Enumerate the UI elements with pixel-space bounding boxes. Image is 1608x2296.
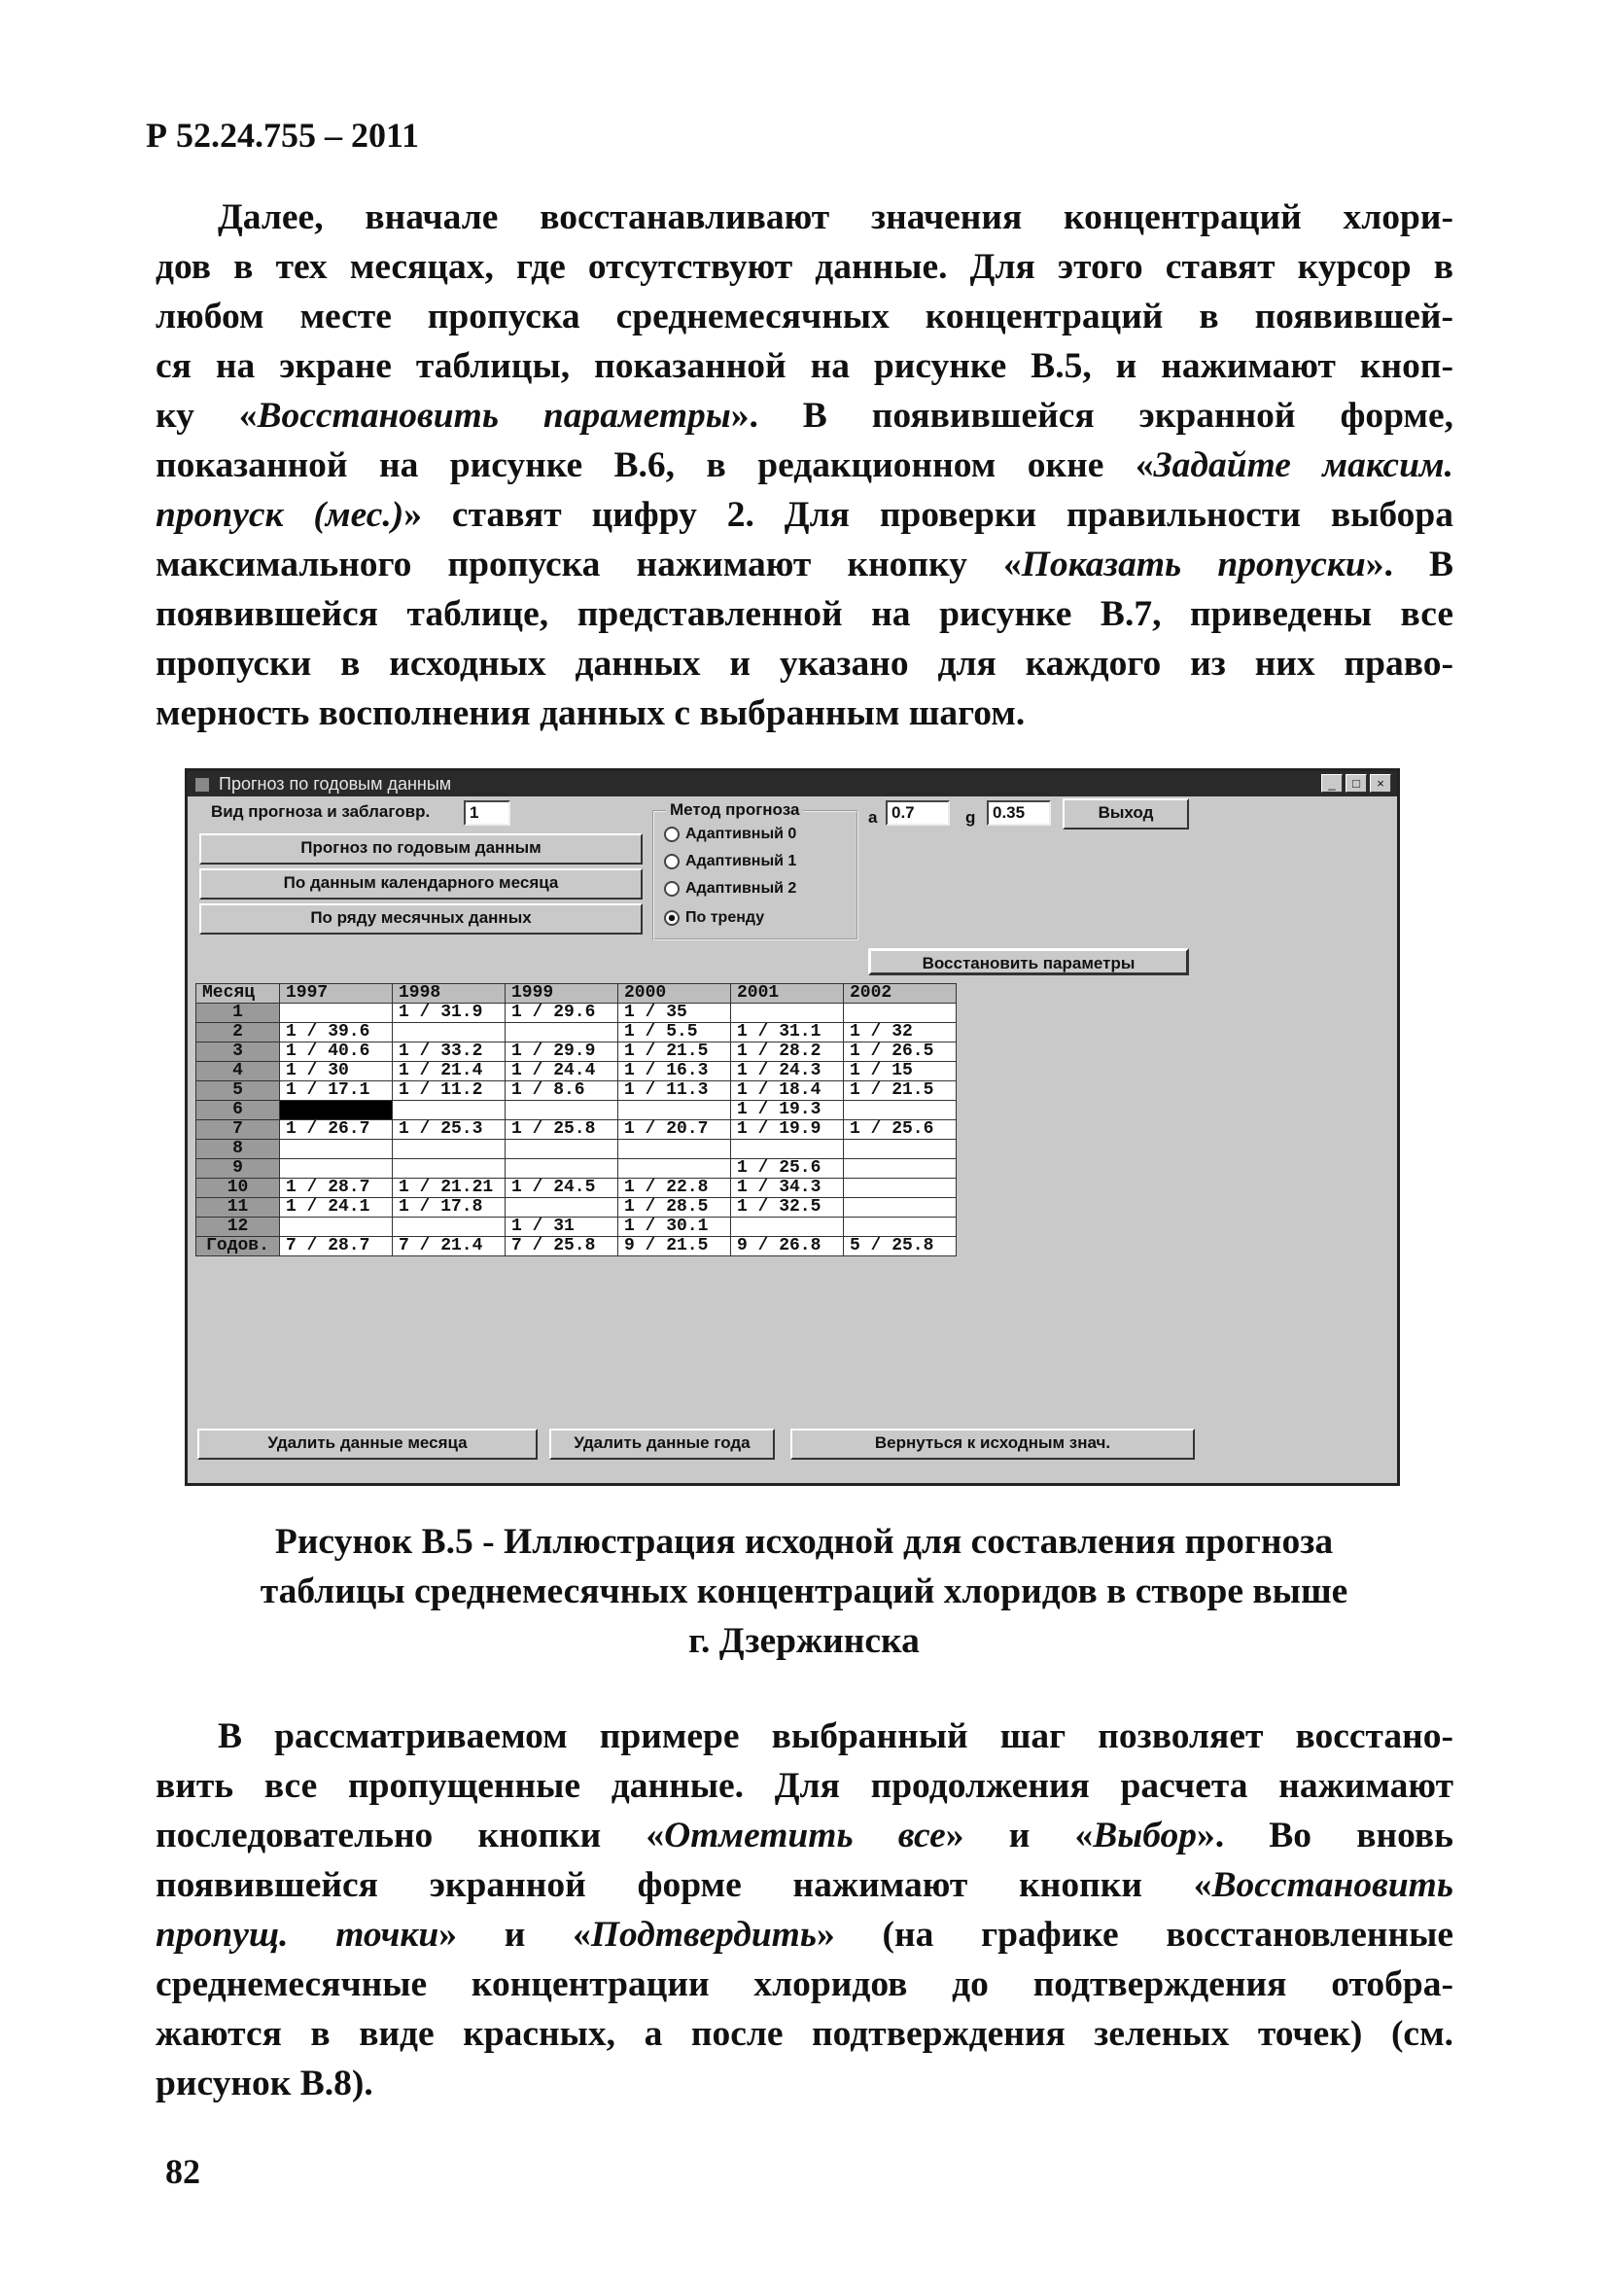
row-header[interactable]: 11 — [196, 1198, 280, 1218]
table-row[interactable] — [196, 1218, 957, 1237]
row-header[interactable]: 9 — [196, 1159, 280, 1179]
table-cell[interactable]: 1 / 25.3 — [393, 1120, 506, 1140]
table-cell[interactable]: 1 / 34.3 — [731, 1179, 844, 1198]
table-row[interactable] — [196, 1198, 957, 1218]
table-row[interactable] — [196, 1120, 957, 1140]
table-header-row — [196, 984, 957, 1004]
row-header[interactable]: 8 — [196, 1140, 280, 1159]
paragraph-continuation — [156, 1712, 1453, 2108]
row-header[interactable]: 3 — [196, 1042, 280, 1062]
close-icon[interactable]: × — [1370, 774, 1391, 793]
table-cell[interactable]: 1 / 30.1 — [618, 1218, 731, 1237]
table-cell[interactable]: 1 / 35 — [618, 1004, 731, 1023]
table-cell[interactable] — [506, 1023, 618, 1042]
restore-parameters-button[interactable]: Восстановить параметры — [868, 948, 1189, 975]
table-cell[interactable]: 1 / 19.3 — [731, 1101, 844, 1120]
table-cell[interactable]: 1 / 8.6 — [506, 1081, 618, 1101]
table-cell[interactable] — [731, 1218, 844, 1237]
table-cell[interactable]: 1 / 15 — [844, 1062, 957, 1081]
table-cell[interactable] — [844, 1101, 957, 1120]
table-cell[interactable]: 9 / 26.8 — [731, 1237, 844, 1256]
calendar-month-button[interactable]: По данным календарного месяца — [199, 868, 643, 900]
text-line: ся на экране таблицы, показанной на рисунке В.5, и нажимают кноп- — [156, 346, 1453, 386]
table-cell[interactable]: 7 / 28.7 — [280, 1237, 393, 1256]
text-line: жаются в виде красных, а после подтверждения зеленых точек) (см. — [156, 2014, 1453, 2054]
table-cell[interactable]: 1 / 28.5 — [618, 1198, 731, 1218]
table-cell[interactable]: 1 / 5.5 — [618, 1023, 731, 1042]
table-cell[interactable]: 1 / 25.8 — [506, 1120, 618, 1140]
table-cell[interactable]: 1 / 30 — [280, 1062, 393, 1081]
table-cell[interactable]: 1 / 11.3 — [618, 1081, 731, 1101]
yearly-forecast-button[interactable]: Прогноз по годовым данным — [199, 833, 643, 865]
app-title-bar — [188, 771, 1397, 796]
table-row[interactable] — [196, 1101, 957, 1120]
caption-line: г. Дзержинска — [688, 1621, 920, 1661]
table-cell[interactable] — [506, 1101, 618, 1120]
table-cell[interactable] — [506, 1140, 618, 1159]
table-cell[interactable]: 1 / 11.2 — [393, 1081, 506, 1101]
row-header[interactable]: 12 — [196, 1218, 280, 1237]
page-number: 82 — [165, 2152, 200, 2191]
table-row[interactable] — [196, 1237, 957, 1256]
text-line: вить все пропущенные данные. Для продолжения расчета нажимают — [156, 1766, 1453, 1806]
table-cell[interactable]: 7 / 25.8 — [506, 1237, 618, 1256]
table-cell[interactable] — [844, 1218, 957, 1237]
table-cell[interactable]: 1 / 24.5 — [506, 1179, 618, 1198]
table-cell[interactable]: 1 / 24.1 — [280, 1198, 393, 1218]
table-cell[interactable]: 1 / 28.2 — [731, 1042, 844, 1062]
table-cell[interactable] — [844, 1140, 957, 1159]
table-cell[interactable] — [731, 1004, 844, 1023]
gamma-label: g — [965, 808, 976, 827]
app-screenshot-figure — [185, 768, 1400, 1486]
table-cell[interactable]: 1 / 17.8 — [393, 1198, 506, 1218]
caption-line: таблицы среднемесячных концентраций хлоридов в створе выше — [260, 1572, 1348, 1611]
table-cell[interactable]: 1 / 21.4 — [393, 1062, 506, 1081]
text-line: среднемесячные концентрации хлоридов до подтверждения отобра- — [156, 1964, 1453, 2004]
table-cell[interactable] — [844, 1159, 957, 1179]
text-line: пропуски в исходных данных и указано для каждого из них право- — [156, 644, 1453, 684]
table-cell[interactable]: 1 / 26.7 — [280, 1120, 393, 1140]
column-header: 2002 — [844, 984, 957, 1004]
table-cell[interactable]: 1 / 28.7 — [280, 1179, 393, 1198]
text-line: В рассматриваемом примере выбранный шаг позволяет восстано- — [218, 1716, 1453, 1756]
column-header: 1998 — [393, 984, 506, 1004]
table-cell[interactable]: 1 / 31.1 — [731, 1023, 844, 1042]
table-cell[interactable] — [506, 1198, 618, 1218]
text-line: пропущ. точки» и «Подтвердить» (на графике восстановленные — [156, 1915, 1454, 1955]
table-cell[interactable]: 1 / 40.6 — [280, 1042, 393, 1062]
figure-caption — [146, 1517, 1462, 1666]
monthly-data-table[interactable] — [195, 983, 957, 1256]
paragraph-intro — [156, 193, 1453, 738]
table-cell[interactable] — [506, 1159, 618, 1179]
table-cell[interactable] — [731, 1140, 844, 1159]
row-header[interactable]: 1 — [196, 1004, 280, 1023]
table-cell[interactable]: 1 / 24.3 — [731, 1062, 844, 1081]
table-cell[interactable]: 1 / 18.4 — [731, 1081, 844, 1101]
table-cell[interactable]: 1 / 17.1 — [280, 1081, 393, 1101]
monthly-series-button[interactable]: По ряду месячных данных — [199, 903, 643, 935]
table-cell[interactable]: 1 / 21.5 — [844, 1081, 957, 1101]
table-cell[interactable]: 7 / 21.4 — [393, 1237, 506, 1256]
forecast-type-label: Вид прогноза и заблаговр. — [211, 802, 431, 821]
table-cell[interactable] — [280, 1140, 393, 1159]
return-to-original-button[interactable]: Вернуться к исходным знач. — [790, 1429, 1195, 1460]
table-cell[interactable] — [844, 1004, 957, 1023]
table-cell[interactable] — [280, 1218, 393, 1237]
table-cell[interactable]: 1 / 22.8 — [618, 1179, 731, 1198]
gamma-input[interactable]: 0.35 — [987, 800, 1051, 826]
row-header[interactable]: 2 — [196, 1023, 280, 1042]
row-header[interactable]: 4 — [196, 1062, 280, 1081]
table-cell[interactable]: 1 / 25.6 — [731, 1159, 844, 1179]
table-row[interactable] — [196, 1159, 957, 1179]
text-line: ку «Восстановить параметры». В появившейся экранной форме, — [156, 396, 1453, 436]
column-header: Месяц — [196, 984, 280, 1004]
table-cell[interactable]: 1 / 31.9 — [393, 1004, 506, 1023]
table-cell[interactable] — [393, 1023, 506, 1042]
method-adaptive-0-radio[interactable]: Адаптивный 0 — [664, 826, 796, 843]
column-header: 2000 — [618, 984, 731, 1004]
text-line: Далее, вначале восстанавливают значения концентраций хлори- — [218, 197, 1453, 237]
table-row[interactable] — [196, 1179, 957, 1198]
maximize-icon[interactable]: □ — [1346, 774, 1367, 793]
text-line: появившейся таблице, представленной на рисунке В.7, приведены все — [156, 594, 1453, 634]
column-header: 1999 — [506, 984, 618, 1004]
document-code: Р 52.24.755 – 2011 — [146, 116, 420, 155]
row-header[interactable]: 5 — [196, 1081, 280, 1101]
forecast-type-input[interactable]: 1 — [464, 800, 510, 826]
text-line: мерность восполнения данных с выбранным шагом. — [156, 693, 1026, 733]
alpha-input[interactable]: 0.7 — [886, 800, 950, 826]
table-row[interactable] — [196, 1140, 957, 1159]
text-line: любом месте пропуска среднемесячных концентраций в появившей- — [156, 297, 1453, 336]
table-row[interactable] — [196, 1004, 957, 1023]
text-line: появившейся экранной форме нажимают кнопки «Восстановить — [156, 1865, 1453, 1905]
text-line: дов в тех месяцах, где отсутствуют данные. Для этого ставят курсор в — [156, 247, 1453, 287]
delete-year-data-button[interactable]: Удалить данные года — [549, 1429, 775, 1460]
method-trend-radio[interactable]: По тренду — [664, 909, 764, 927]
table-cell[interactable] — [844, 1179, 957, 1198]
table-cell[interactable]: 1 / 29.9 — [506, 1042, 618, 1062]
app-title: Прогноз по годовым данным — [219, 774, 452, 794]
table-cell[interactable] — [618, 1159, 731, 1179]
table-cell[interactable]: 1 / 33.2 — [393, 1042, 506, 1062]
method-group-label: Метод прогноза — [666, 800, 803, 820]
table-cell[interactable]: 1 / 26.5 — [844, 1042, 957, 1062]
table-row[interactable] — [196, 1062, 957, 1081]
text-line: максимального пропуска нажимают кнопку «Показать пропуски». В — [156, 545, 1454, 584]
table-cell[interactable] — [280, 1101, 393, 1120]
table-cell[interactable] — [844, 1198, 957, 1218]
row-header[interactable]: 7 — [196, 1120, 280, 1140]
table-cell[interactable]: 1 / 19.9 — [731, 1120, 844, 1140]
text-line: пропуск (мес.)» ставят цифру 2. Для проверки правильности выбора — [156, 495, 1453, 535]
table-cell[interactable]: 1 / 29.6 — [506, 1004, 618, 1023]
table-row[interactable] — [196, 1081, 957, 1101]
table-cell[interactable]: 1 / 16.3 — [618, 1062, 731, 1081]
delete-month-data-button[interactable]: Удалить данные месяца — [197, 1429, 538, 1460]
table-cell[interactable] — [618, 1140, 731, 1159]
row-header[interactable]: 10 — [196, 1179, 280, 1198]
table-cell[interactable] — [618, 1101, 731, 1120]
method-adaptive-1-radio[interactable]: Адаптивный 1 — [664, 853, 796, 870]
text-line: рисунок В.8). — [156, 2064, 373, 2103]
table-cell[interactable]: 1 / 21.21 — [393, 1179, 506, 1198]
table-cell[interactable] — [393, 1140, 506, 1159]
column-header: 2001 — [731, 984, 844, 1004]
method-adaptive-2-radio[interactable]: Адаптивный 2 — [664, 880, 796, 898]
minimize-icon[interactable]: _ — [1321, 774, 1343, 793]
table-cell[interactable]: 9 / 21.5 — [618, 1237, 731, 1256]
app-icon — [195, 778, 209, 792]
table-cell[interactable]: 1 / 39.6 — [280, 1023, 393, 1042]
table-cell[interactable]: 1 / 24.4 — [506, 1062, 618, 1081]
table-cell[interactable] — [393, 1159, 506, 1179]
table-row[interactable] — [196, 1023, 957, 1042]
row-header[interactable]: 6 — [196, 1101, 280, 1120]
table-cell[interactable] — [393, 1218, 506, 1237]
row-header[interactable]: Годов. — [196, 1237, 280, 1256]
alpha-label: a — [868, 808, 878, 827]
table-cell[interactable]: 5 / 25.8 — [844, 1237, 957, 1256]
column-header: 1997 — [280, 984, 393, 1004]
caption-line: Рисунок В.5 - Иллюстрация исходной для составления прогноза — [274, 1522, 1334, 1562]
text-line: последовательно кнопки «Отметить все» и «Выбор». Во вновь — [156, 1816, 1453, 1855]
table-cell[interactable]: 1 / 20.7 — [618, 1120, 731, 1140]
table-cell[interactable]: 1 / 21.5 — [618, 1042, 731, 1062]
table-cell[interactable]: 1 / 32.5 — [731, 1198, 844, 1218]
table-cell[interactable]: 1 / 31 — [506, 1218, 618, 1237]
table-cell[interactable] — [280, 1159, 393, 1179]
table-cell[interactable] — [393, 1101, 506, 1120]
table-cell[interactable]: 1 / 25.6 — [844, 1120, 957, 1140]
table-cell[interactable] — [280, 1004, 393, 1023]
exit-button[interactable]: Выход — [1063, 798, 1189, 830]
text-line: показанной на рисунке В.6, в редакционном окне «Задайте максим. — [156, 445, 1453, 485]
table-row[interactable] — [196, 1042, 957, 1062]
table-cell[interactable]: 1 / 32 — [844, 1023, 957, 1042]
